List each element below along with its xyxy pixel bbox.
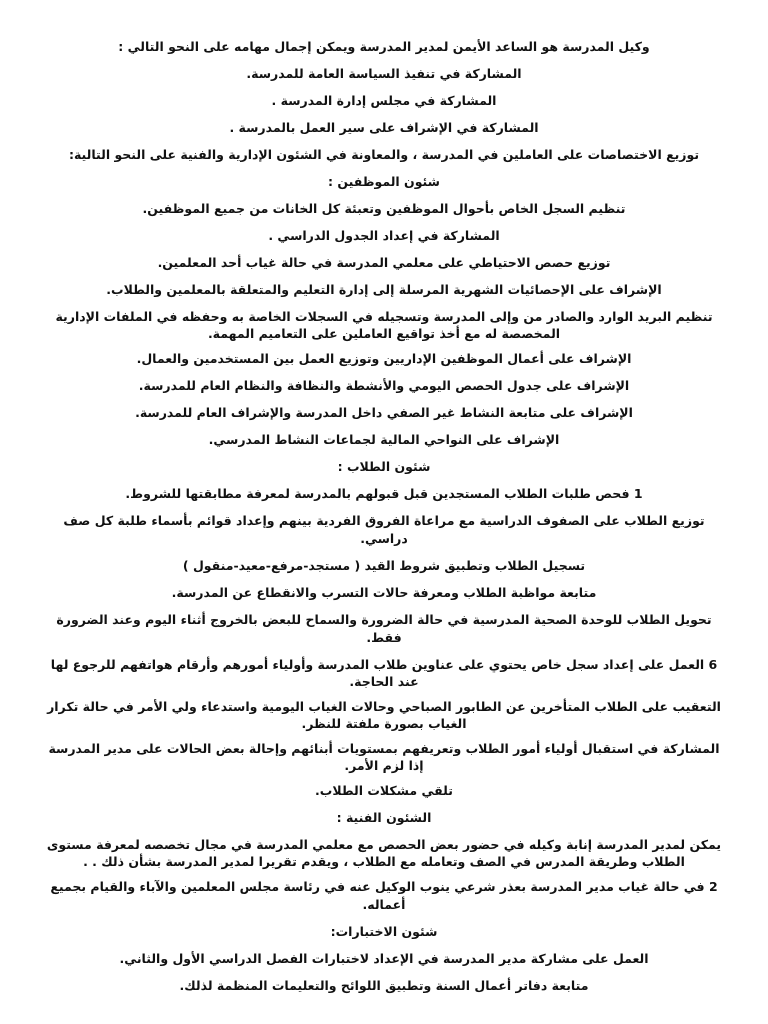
section-heading-staff: شئون الموظفين :: [328, 174, 440, 189]
section-heading-students: شئون الطلاب :: [337, 459, 431, 474]
list-item: تلقي مشكلات الطلاب.: [315, 783, 453, 798]
list-item: المشاركة في الإشراف على سير العمل بالمدرسة .: [229, 120, 539, 135]
document-body: [40, 38, 728, 1004]
list-item: المشاركة في إعداد الجدول الدراسي .: [268, 228, 500, 243]
list-item: التعقيب على الطلاب المتأخرين عن الطابور الصباحي وحالات الغياب اليومية واستدعاء ولي الأمر في حالة تكرار الغياب بصورة ملفتة للنظر.: [47, 699, 721, 731]
list-item: الإشراف على جدول الحصص اليومي والأنشطة والنظافة والنظام العام للمدرسة.: [138, 378, 630, 393]
list-item: يمكن لمدير المدرسة إنابة وكيله في حضور بعض الحصص مع معلمي المدرسة في مجال تخصصه لمعرفة مستوى الطلاب وطريقة المدرس في الصف وتعامله مع الطلاب ، ويقدم تقريرا لمدير المدرسة بشأن ذلك . .: [46, 837, 722, 869]
list-item: متابعة مواظبة الطلاب ومعرفة حالات التسرب والانقطاع عن المدرسة.: [171, 585, 597, 600]
list-item: تحويل الطلاب للوحدة الصحية المدرسية في حالة الضرورة والسماح للبعض بالخروج أثناء اليوم وعند الضرورة فقط.: [56, 612, 712, 645]
list-item: المشاركة في مجلس إدارة المدرسة .: [271, 93, 497, 108]
section-heading-technical: الشئون الفنية :: [336, 810, 432, 825]
list-item: توزيع حصص الاحتياطي على معلمي المدرسة في حالة غياب أحد المعلمين.: [157, 255, 611, 270]
list-item: 1 فحص طلبات الطلاب المستجدين قبل قبولهم بالمدرسة لمعرفة مطابقتها للشروط.: [125, 486, 643, 501]
list-item: الإشراف على الإحصائيات الشهرية المرسلة إلى إدارة التعليم والمتعلقة بالمعلمين والطلاب.: [106, 282, 662, 297]
list-item: المشاركة في تنفيذ السياسة العامة للمدرسة.: [246, 66, 522, 81]
list-item: توزيع الاختصاصات على العاملين في المدرسة ، والمعاونة في الشئون الإدارية والفنية على النحو التالية:: [68, 147, 700, 162]
section-heading-exams: شئون الاختبارات:: [330, 924, 438, 939]
list-item: توزيع الطلاب على الصفوف الدراسية مع مراعاة الفروق الفردية بينهم وإعداد قوائم بأسماء طلبة كل صف دراسي.: [63, 513, 705, 546]
list-item: متابعة دفاتر أعمال السنة وتطبيق اللوائح والتعليمات المنظمة لذلك.: [179, 978, 589, 993]
list-item: تنظيم البريد الوارد والصادر من وإلى المدرسة وتسجيله في السجلات الخاصة به وحفظه في الملفات الإدارية المخصصة له مع أخذ تواقيع العاملين على التعاميم المهمة.: [55, 309, 713, 341]
list-item: العمل على مشاركة مدير المدرسة في الإعداد لاختبارات الفصل الدراسي الأول والثاني.: [119, 951, 649, 966]
list-item: 6 العمل على إعداد سجل خاص يحتوي على عناوين طلاب المدرسة وأولياء أمورهم وأرقام هواتفهم للرجوع لها عند الحاجة.: [50, 657, 718, 689]
list-item: تسجيل الطلاب وتطبيق شروط القيد ( مستجد-مرفع-معيد-منقول ): [182, 558, 586, 573]
intro-paragraph: وكيل المدرسة هو الساعد الأيمن لمدير المدرسة ويمكن إجمال مهامه على النحو التالي :: [118, 39, 650, 54]
list-item: تنظيم السجل الخاص بأحوال الموظفين وتعبئة كل الخانات من جميع الموظفين.: [142, 201, 626, 216]
list-item: الإشراف على أعمال الموظفين الإداريين وتوزيع العمل بين المستخدمين والعمال.: [136, 351, 632, 366]
list-item: 2 في حالة غياب مدير المدرسة بعذر شرعي ينوب الوكيل عنه في رئاسة مجلس المعلمين والآباء والقيام بجميع أعماله.: [50, 879, 718, 912]
list-item: الإشراف على متابعة النشاط غير الصفي داخل المدرسة والإشراف العام للمدرسة.: [135, 405, 633, 420]
list-item: المشاركة في استقبال أولياء أمور الطلاب وتعريفهم بمستويات أبنائهم وإحالة بعض الحالات على مدير المدرسة إذا لزم الأمر.: [48, 741, 720, 773]
list-item: الإشراف على النواحي المالية لجماعات النشاط المدرسي.: [208, 432, 560, 447]
